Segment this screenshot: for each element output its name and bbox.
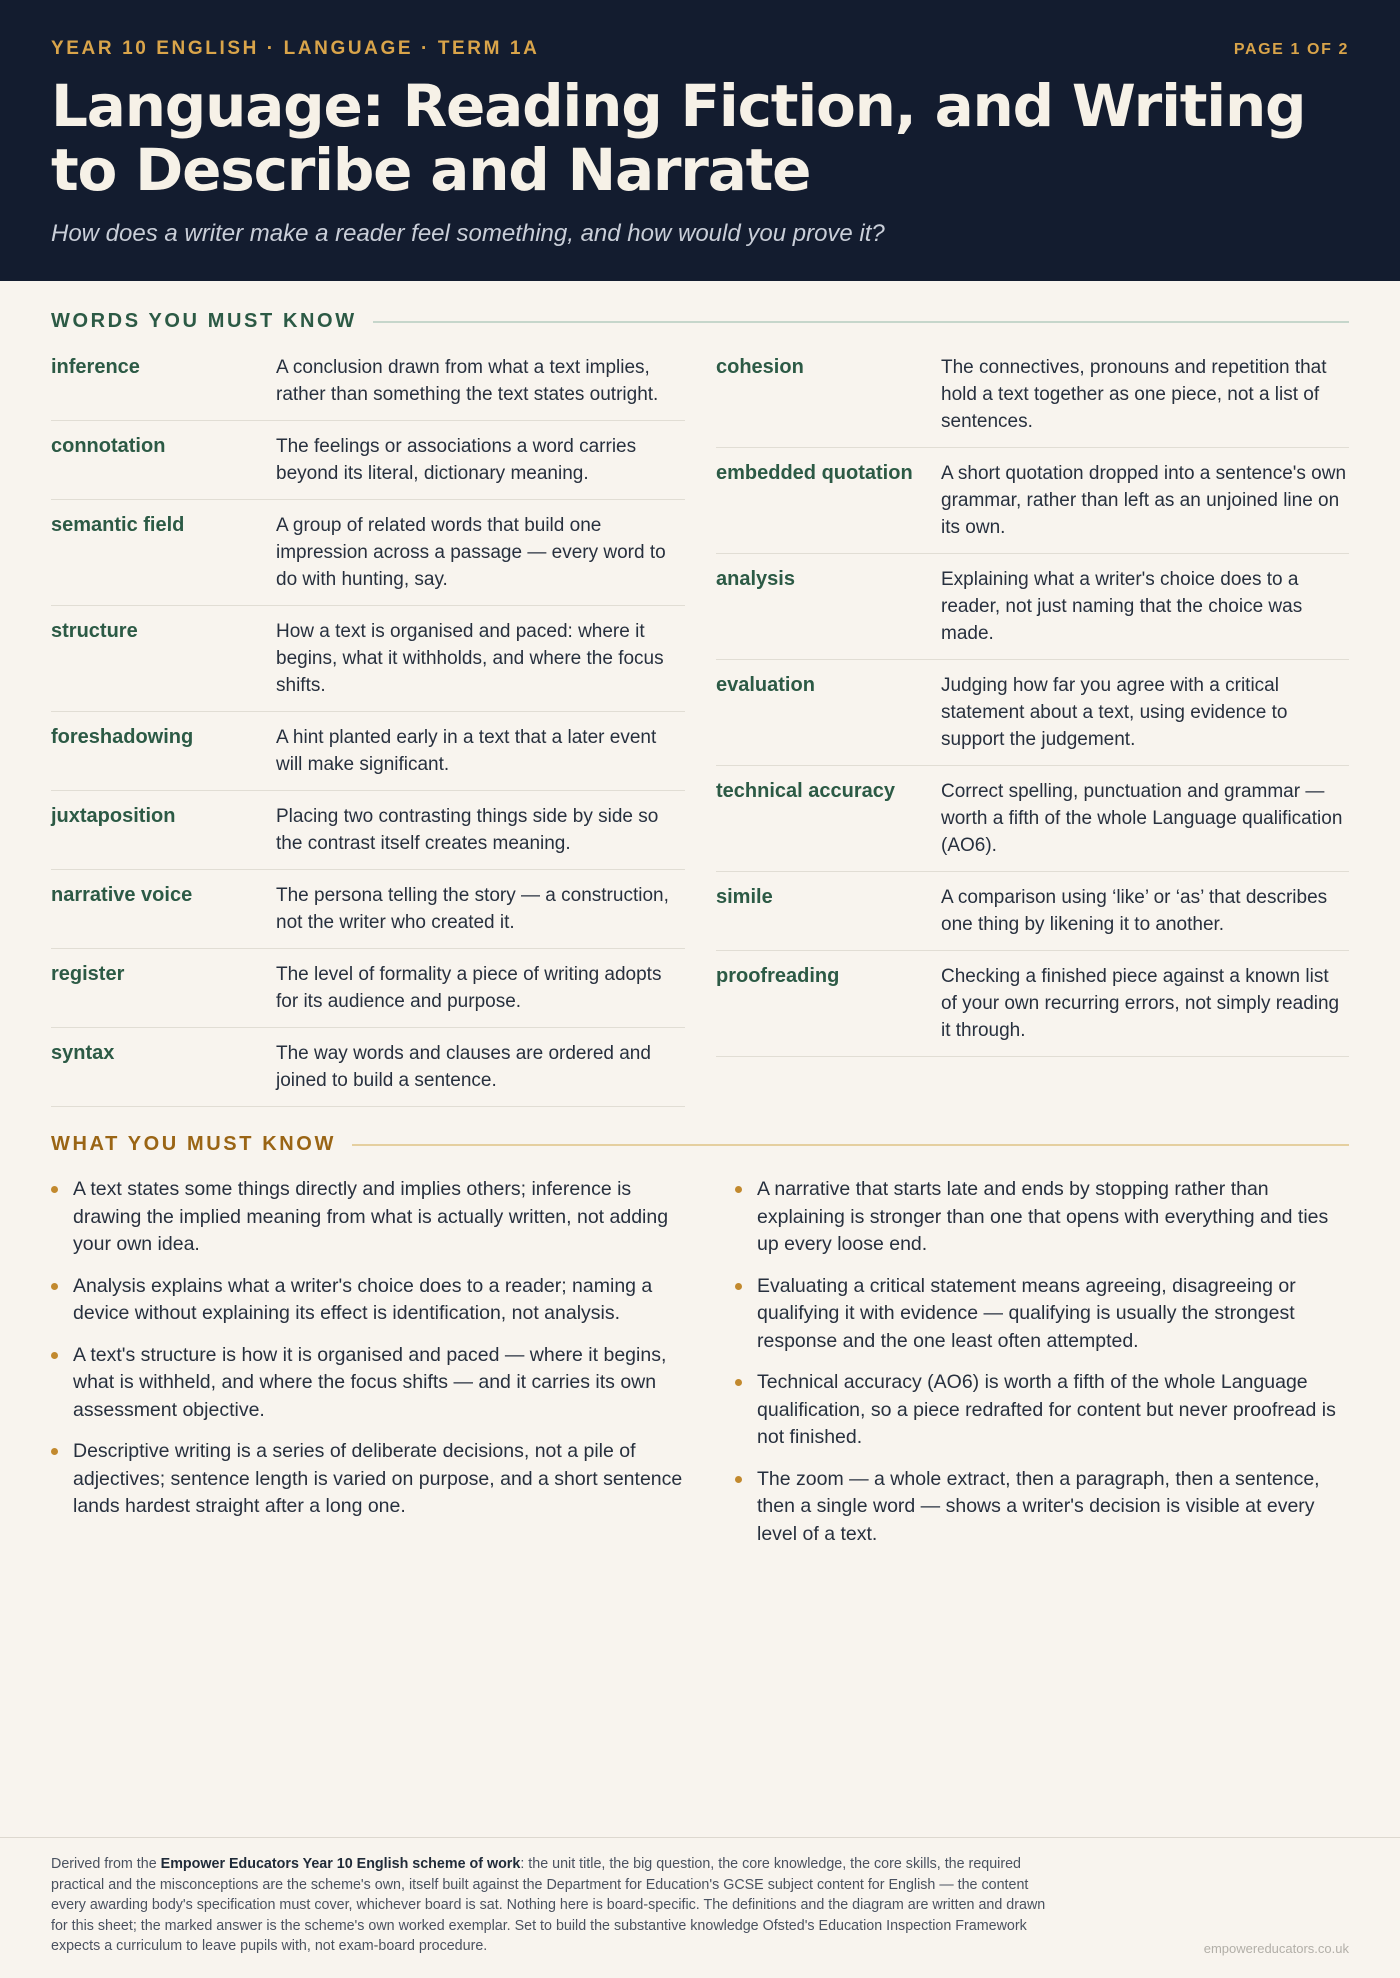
page-footer [0, 1837, 1400, 1978]
glossary-row [51, 351, 685, 421]
glossary-term: juxtaposition [51, 805, 176, 827]
bullet-dot-icon [51, 1283, 58, 1290]
glossary-row [716, 660, 1349, 766]
glossary-term: syntax [51, 1042, 115, 1064]
glossary-definition: Placing two contrasting things side by side so the contrast itself creates meaning. [276, 806, 659, 854]
source-note-body: : the unit title, the big question, the core knowledge, the core skills, the required practical and the misconceptions are the scheme's own, itself built against the Department for Education's GCSE subject content for English — the content every awarding body's specification must cover, whichever board is sat. Nothing here is board-specific. The definitions and the diagram are written and drawn for this sheet; the marked answer is the scheme's own worked exemplar. Set to build the substantive knowledge Ofsted's Education Inspection Framework expects a curriculum to leave pupils with, not exam-board procedure. [51, 1856, 1046, 1954]
knowledge-heading-label: WHAT YOU MUST KNOW [51, 1133, 336, 1155]
glossary [51, 351, 1349, 1107]
bullet-dot-icon [735, 1476, 742, 1483]
glossary-definition: The feelings or associations a word carries beyond its literal, dictionary meaning. [276, 436, 637, 484]
knowledge-item [51, 1438, 685, 1521]
glossary-definition: The level of formality a piece of writing adopts for its audience and purpose. [276, 964, 662, 1012]
glossary-definition: Judging how far you agree with a critical statement about a text, using evidence to support the judgement. [941, 675, 1288, 750]
website-link[interactable]: empowereducators.co.uk [1203, 1941, 1349, 1956]
glossary-row [51, 712, 685, 791]
glossary-term: connotation [51, 435, 166, 457]
knowledge-column-right [735, 1176, 1349, 1562]
glossary-definition: A hint planted early in a text that a later event will make significant. [276, 727, 657, 775]
glossary-heading [51, 310, 1349, 333]
knowledge-item-text: Analysis explains what a writer's choice does to a reader; naming a device without explaining its effect is identification, not analysis. [73, 1274, 653, 1324]
glossary-term: structure [51, 620, 138, 642]
knowledge-item-text: The zoom — a whole extract, then a paragraph, then a sentence, then a single word — shows a writer's decision is visible at every level of a text. [757, 1467, 1320, 1545]
glossary-row [51, 500, 685, 606]
bullet-dot-icon [51, 1448, 58, 1455]
glossary-row [716, 951, 1349, 1057]
knowledge-item [51, 1342, 685, 1425]
page-header [0, 0, 1400, 281]
page-indicator: PAGE 1 OF 2 [1233, 41, 1349, 58]
glossary-row [716, 448, 1349, 554]
knowledge-item [735, 1176, 1349, 1259]
source-note-prefix: Derived from the [51, 1856, 161, 1872]
glossary-row [51, 949, 685, 1028]
bullet-dot-icon [51, 1352, 58, 1359]
glossary-row [716, 766, 1349, 872]
glossary-definition: Correct spelling, punctuation and grammar — worth a fifth of the whole Language qualification (AO6). [941, 781, 1343, 856]
knowledge-item-text: Technical accuracy (AO6) is worth a fifth of the whole Language qualification, so a piece redrafted for content but never proofread is not finished. [757, 1371, 1336, 1448]
glossary-column-left [51, 351, 685, 1107]
glossary-definition: A short quotation dropped into a sentence's own grammar, rather than left as an unjoined line on its own. [941, 463, 1347, 538]
glossary-definition: The connectives, pronouns and repetition that hold a text together as one piece, not a list of sentences. [941, 357, 1327, 432]
glossary-row [51, 421, 685, 500]
glossary-definition: Explaining what a writer's choice does to a reader, not just naming that the choice was made. [941, 569, 1303, 644]
glossary-column-right [716, 351, 1349, 1107]
glossary-row [51, 1028, 685, 1107]
knowledge-heading [51, 1133, 1349, 1156]
glossary-row [716, 872, 1349, 951]
glossary-definition: A comparison using ‘like’ or ‘as’ that describes one thing by likening it to another. [941, 887, 1328, 935]
glossary-row [716, 351, 1349, 448]
source-note-title: Empower Educators Year 10 English scheme of work [160, 1856, 521, 1872]
knowledge-item-text: A narrative that starts late and ends by stopping rather than explaining is stronger than one that opens with everything and ties up every loose end. [757, 1178, 1329, 1255]
glossary-row [51, 606, 685, 712]
knowledge-item [735, 1466, 1349, 1549]
knowledge-list [51, 1176, 1349, 1562]
source-note [51, 1854, 1051, 1957]
knowledge-heading-rule [352, 1144, 1349, 1146]
glossary-heading-label: WORDS YOU MUST KNOW [51, 310, 357, 332]
glossary-definition: A group of related words that build one impression across a passage — every word to do with hunting, say. [276, 515, 666, 590]
glossary-term: foreshadowing [51, 726, 194, 748]
knowledge-item [735, 1369, 1349, 1452]
bullet-dot-icon [735, 1186, 742, 1193]
page-title: Language: Reading Fiction, and Writing to Describe and Narrate [51, 72, 1306, 204]
knowledge-item [51, 1273, 685, 1328]
glossary-term: proofreading [716, 965, 840, 987]
glossary-term: narrative voice [51, 884, 193, 906]
course-eyebrow: YEAR 10 ENGLISH · LANGUAGE · TERM 1A [51, 38, 540, 59]
glossary-term: evaluation [716, 674, 815, 696]
knowledge-item [735, 1273, 1349, 1356]
glossary-term: cohesion [716, 356, 804, 378]
big-question: How does a writer make a reader feel something, and how would you prove it? [51, 220, 885, 247]
glossary-term: inference [51, 356, 140, 378]
glossary-term: register [51, 963, 125, 985]
glossary-definition: A conclusion drawn from what a text implies, rather than something the text states outright. [276, 357, 659, 405]
knowledge-item-text: A text states some things directly and implies others; inference is drawing the implied meaning from what is actually written, not adding your own idea. [73, 1178, 669, 1255]
knowledge-item [51, 1176, 685, 1259]
glossary-term: technical accuracy [716, 780, 895, 802]
glossary-term: analysis [716, 568, 795, 590]
knowledge-column-left [51, 1176, 685, 1562]
glossary-definition: Checking a finished piece against a known list of your own recurring errors, not simply reading it through. [941, 966, 1340, 1041]
bullet-dot-icon [51, 1186, 58, 1193]
glossary-row [716, 554, 1349, 660]
knowledge-item-text: Evaluating a critical statement means agreeing, disagreeing or qualifying it with evidence — qualifying is usually the strongest response and the one least often attempted. [757, 1274, 1296, 1352]
glossary-term: semantic field [51, 514, 185, 536]
glossary-definition: How a text is organised and paced: where it begins, what it withholds, and where the focus shifts. [276, 621, 664, 696]
glossary-heading-rule [373, 321, 1349, 323]
bullet-dot-icon [735, 1379, 742, 1386]
knowledge-item-text: Descriptive writing is a series of deliberate decisions, not a pile of adjectives; sentence length is varied on purpose, and a short sentence lands hardest straight after a long one. [73, 1440, 683, 1517]
glossary-term: embedded quotation [716, 462, 913, 484]
glossary-term: simile [716, 886, 773, 908]
knowledge-item-text: A text's structure is how it is organised and paced — where it begins, what is withheld, and where the focus shifts — and it carries its own assessment objective. [73, 1343, 667, 1421]
glossary-row [51, 870, 685, 949]
glossary-definition: The persona telling the story — a construction, not the writer who created it. [276, 885, 669, 933]
glossary-row [51, 791, 685, 870]
glossary-definition: The way words and clauses are ordered and joined to build a sentence. [276, 1043, 651, 1091]
bullet-dot-icon [735, 1283, 742, 1290]
